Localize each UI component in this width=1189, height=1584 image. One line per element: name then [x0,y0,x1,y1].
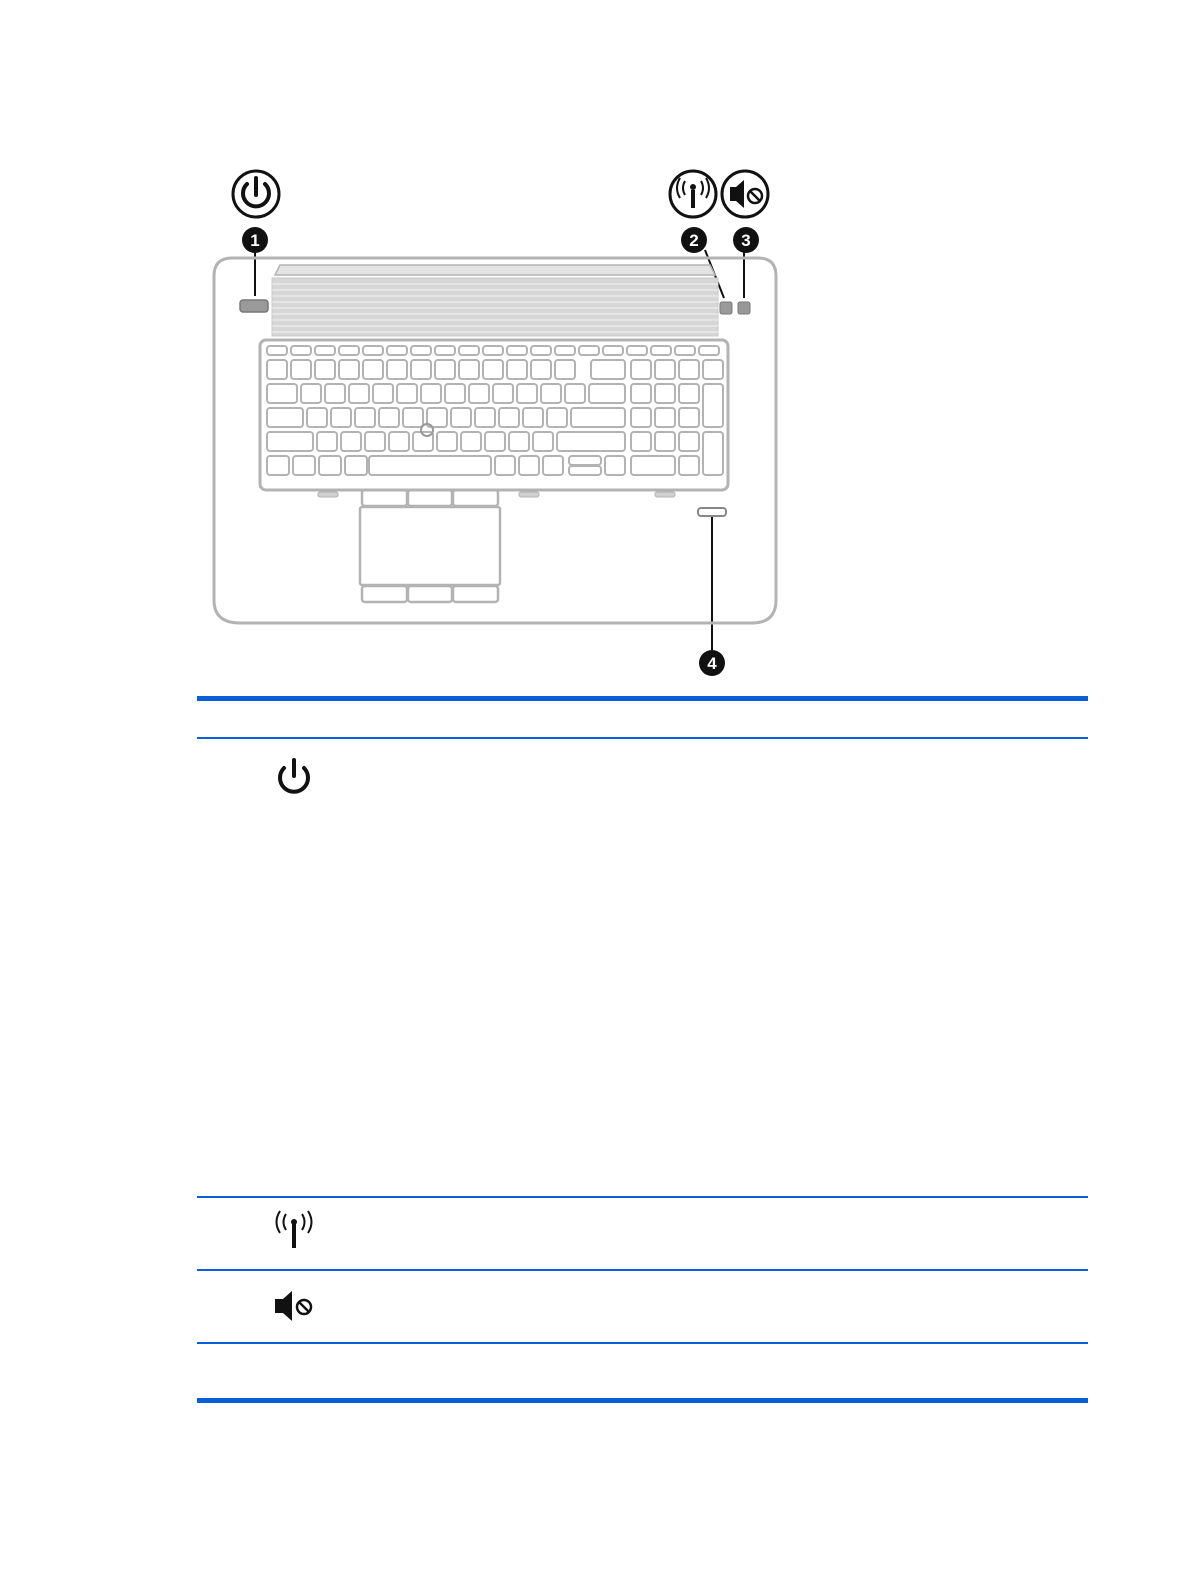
keyboard-key [267,456,289,475]
table-row-1-power-icon [270,752,318,800]
keyboard-key [603,346,623,355]
keyboard-key [339,346,359,355]
keyboard-key [341,432,361,451]
keyboard-key [571,408,625,427]
keyboard-key [435,360,455,379]
keyboard-key [533,432,553,451]
keyboard-key [451,408,471,427]
keyboard-key [291,346,311,355]
keyboard-key [267,346,287,355]
callout-1 [242,227,268,253]
table-row-rule-2 [197,1269,1088,1271]
keyboard-key [651,346,671,355]
svg-text:2: 2 [689,231,699,250]
keyboard-key [267,360,287,379]
keyboard-key [267,408,303,427]
keyboard-key [461,432,481,451]
keyboard-key [543,456,563,475]
keyboard-key [373,384,393,403]
keyboard-key [389,432,409,451]
svg-text:3: 3 [741,231,751,250]
keyboard-key [291,360,311,379]
keyboard-key [703,384,723,427]
keyboard-key [675,346,695,355]
keyboard-key [523,408,543,427]
laptop-top-view-figure [0,0,1189,700]
keyboard-key [403,408,423,427]
wireless-icon [670,171,716,217]
table-row-2-wireless-icon [270,1208,318,1256]
keyboard-key [679,360,699,379]
keyboard-key [459,346,479,355]
keyboard-key [485,432,505,451]
keyboard-key [317,432,337,451]
keyboard-key [435,346,455,355]
keyboard-key [547,408,567,427]
keyboard-key [507,360,527,379]
table-top-rule [197,696,1088,701]
keyboard-key [387,360,407,379]
power-icon [233,171,279,217]
keyboard-key [483,360,503,379]
keyboard-key [411,360,431,379]
keyboard-key [655,384,675,403]
keyboard-key [679,456,699,475]
keyboard-key [411,346,431,355]
keyboard-key [469,384,489,403]
keyboard-key [655,432,675,451]
keyboard-key [339,360,359,379]
device-power-button [240,300,268,312]
keyboard-key [589,384,625,403]
keyboard-key [293,456,315,475]
keyboard-key [631,384,651,403]
keyboard-key [325,384,345,403]
device-mute-button [738,302,750,314]
keyboard-key [355,408,375,427]
table-row-rule-3 [197,1342,1088,1344]
keyboard-key [531,360,551,379]
device-wireless-button [720,302,732,314]
keyboard-key [369,456,491,475]
keyboard-key [315,346,335,355]
keyboard-key [365,432,385,451]
keyboard-key [307,408,327,427]
keyboard-key [267,384,297,403]
svg-text:1: 1 [250,231,260,250]
keyboard-key [363,346,383,355]
table-header-rule [197,737,1088,739]
keyboard-key [557,432,625,451]
keyboard-key [499,408,519,427]
keyboard-key [569,466,601,475]
keyboard-key [509,432,529,451]
table-row-3-mute-icon [270,1283,318,1331]
keyboard-key [579,346,599,355]
keyboard-key [421,384,441,403]
keyboard-key [379,408,399,427]
keyboard-key [565,384,585,403]
keyboard-key [531,346,551,355]
speaker-grille [272,278,718,336]
keyboard-key [605,456,625,475]
keyboard-key [507,346,527,355]
keyboard-key [631,408,651,427]
keyboard-key [387,346,407,355]
keyboard-key [495,456,515,475]
keyboard-key [363,360,383,379]
keyboard-key [569,456,601,465]
keyboard-key [555,360,575,379]
keyboard-key [703,360,723,379]
keyboard-key [319,456,341,475]
keyboard-key [679,432,699,451]
keyboard-key [315,360,335,379]
keyboard-key [517,384,537,403]
keyboard-key [437,432,457,451]
callout-3 [733,227,759,253]
keyboard-key [331,408,351,427]
keyboard-key [627,346,647,355]
keyboard-key [655,408,675,427]
keyboard-key [555,346,575,355]
keyboard-key [699,346,719,355]
keyboard-key [655,360,675,379]
keyboard-key [703,432,723,475]
fingerprint-reader [698,508,726,516]
table-bottom-rule [197,1398,1088,1403]
keyboard-key [345,456,367,475]
keyboard-key [301,384,321,403]
keyboard-key [631,456,675,475]
callout-4 [699,650,725,676]
keyboard-key [519,456,539,475]
keyboard-key [679,408,699,427]
keyboard-key [591,360,625,379]
keyboard-key [679,384,699,403]
keyboard-key [493,384,513,403]
mute-icon [722,171,768,217]
callout-2 [681,227,707,253]
touchpad [360,490,500,602]
keyboard-key [631,432,651,451]
keyboard-key [267,432,313,451]
keyboard-key [445,384,465,403]
keyboard-key [475,408,495,427]
keyboard-key [459,360,479,379]
keyboard-key [631,360,651,379]
svg-text:4: 4 [707,654,717,673]
keyboard-key [397,384,417,403]
table-row-rule-1 [197,1196,1088,1198]
keyboard-key [349,384,369,403]
keyboard-key [541,384,561,403]
keyboard-key [483,346,503,355]
